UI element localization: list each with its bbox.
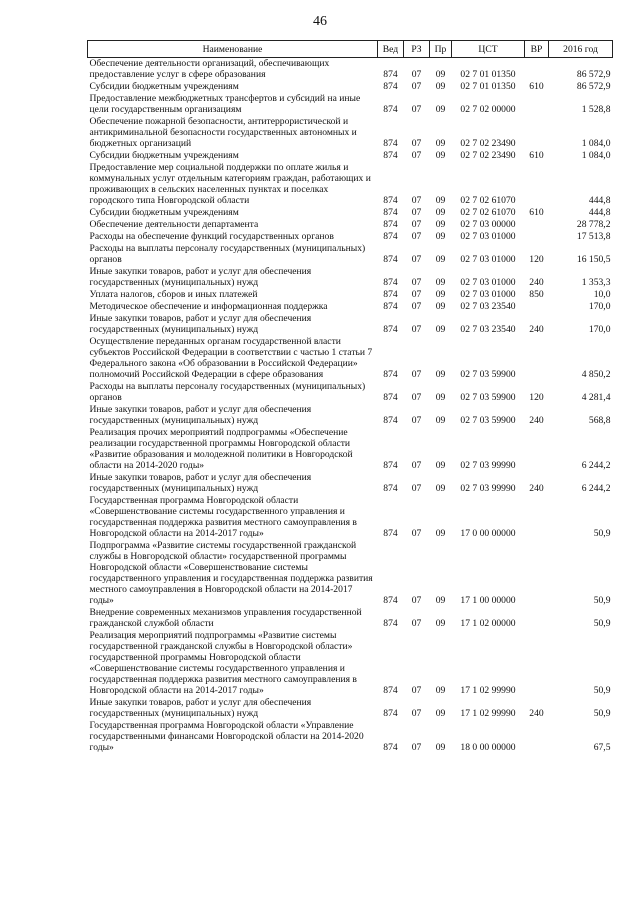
cell-sum: 1 528,8: [581, 104, 611, 115]
cell-pr: 09: [435, 415, 446, 426]
cell-name: Расходы на выплаты персоналу государственных (муниципальных) органов: [89, 243, 366, 265]
cell-ved: 874: [383, 685, 398, 696]
cell-pr: 09: [435, 195, 446, 206]
cell-ved: 874: [383, 392, 398, 403]
cell-vr: 610: [529, 81, 544, 92]
header-vr: ВР: [525, 41, 549, 58]
cell-vr: [525, 301, 549, 313]
cell-ved: 874: [383, 369, 398, 380]
cell-sum: 67,5: [593, 742, 611, 753]
cell-ved: 874: [383, 195, 398, 206]
cell-name: Подпрограмма «Развитие системы государственной гражданской службы в Новгородской области» государственной программы Новгородской области «Совершенствование системы государственного управления и государственная поддержка развития местного самоуправления в Новгородской области на 2014-2017 годы»: [89, 540, 373, 606]
cell-name: Субсидии бюджетным учреждениям: [89, 81, 239, 92]
cell-cst: 17 1 02 00000: [460, 618, 516, 629]
table-row: [88, 540, 613, 607]
cell-pr: 09: [435, 207, 446, 218]
cell-pr: 09: [435, 69, 446, 80]
cell-vr: 240: [529, 324, 544, 335]
cell-ved: 874: [383, 289, 398, 300]
cell-rz: 07: [411, 289, 422, 300]
cell-name: Иные закупки товаров, работ и услуг для обеспечения государственных (муниципальных) нужд: [89, 266, 312, 288]
cell-sum: 50,9: [593, 595, 611, 606]
cell-cst: 02 7 03 23540: [460, 324, 516, 335]
cell-ved: 874: [383, 69, 398, 80]
cell-pr: 09: [435, 369, 446, 380]
cell-rz: 07: [411, 415, 422, 426]
cell-pr: 09: [435, 104, 446, 115]
cell-cst: 02 7 01 01350: [460, 69, 516, 80]
cell-cst: 02 7 01 01350: [460, 81, 516, 92]
cell-sum: 86 572,9: [576, 81, 611, 92]
cell-vr: 610: [529, 207, 544, 218]
table-row: [88, 404, 613, 427]
cell-pr: 09: [435, 685, 446, 696]
cell-rz: 07: [411, 685, 422, 696]
cell-pr: 09: [435, 392, 446, 403]
cell-cst: 02 7 03 01000: [460, 254, 516, 265]
table-row: [88, 231, 613, 243]
cell-rz: 07: [411, 369, 422, 380]
cell-sum: 1 353,3: [581, 277, 611, 288]
cell-ved: 874: [383, 742, 398, 753]
cell-pr: 09: [435, 483, 446, 494]
cell-rz: 07: [411, 460, 422, 471]
cell-pr: 09: [435, 708, 446, 719]
cell-sum: 16 150,5: [576, 254, 611, 265]
cell-name: Обеспечение деятельности департамента: [89, 219, 259, 230]
cell-sum: 86 572,9: [576, 69, 611, 80]
cell-ved: 874: [383, 219, 398, 230]
cell-vr: [525, 630, 549, 697]
cell-vr: [525, 540, 549, 607]
cell-ved: 874: [383, 277, 398, 288]
cell-name: Расходы на выплаты персоналу государственных (муниципальных) органов: [89, 381, 366, 403]
header-ved: Вед: [378, 41, 404, 58]
cell-rz: 07: [411, 301, 422, 312]
cell-cst: 17 0 00 00000: [460, 528, 516, 539]
cell-pr: 09: [435, 460, 446, 471]
table-row: [88, 313, 613, 336]
cell-name: Обеспечение деятельности организаций, обеспечивающих предоставление услуг в сфере образования: [89, 58, 330, 80]
cell-pr: 09: [435, 254, 446, 265]
cell-rz: 07: [411, 69, 422, 80]
cell-ved: 874: [383, 595, 398, 606]
cell-name: Осуществление переданных органам государственной власти субъектов Российской Федерации в соответствии с частью 1 статьи 7 Федерального закона «Об образовании в Российской Федерации» полномочий Российской Федерации в сфере образования: [89, 336, 373, 380]
cell-cst: 02 7 03 99990: [460, 483, 516, 494]
table-row: [88, 93, 613, 116]
table-row: [88, 207, 613, 219]
cell-cst: 02 7 02 61070: [460, 207, 516, 218]
cell-vr: [525, 720, 549, 754]
table-row: [88, 301, 613, 313]
cell-cst: 02 7 03 59900: [460, 415, 516, 426]
cell-name: Реализация прочих мероприятий подпрограммы «Обеспечение реализации государственной программы Новгородской области «Развитие образования и молодежной политики в Новгородской области на 2014-2020 годы»: [89, 427, 353, 471]
cell-ved: 874: [383, 708, 398, 719]
cell-vr: [525, 162, 549, 207]
cell-vr: 850: [529, 289, 544, 300]
cell-rz: 07: [411, 595, 422, 606]
cell-name: Иные закупки товаров, работ и услуг для обеспечения государственных (муниципальных) нужд: [89, 472, 312, 494]
cell-rz: 07: [411, 254, 422, 265]
cell-name: Уплата налогов, сборов и иных платежей: [89, 289, 258, 300]
table-row: [88, 720, 613, 754]
cell-cst: 02 7 03 01000: [460, 289, 516, 300]
cell-pr: 09: [435, 528, 446, 539]
cell-ved: 874: [383, 138, 398, 149]
header-rz: РЗ: [404, 41, 430, 58]
page-number: 46: [313, 14, 327, 29]
cell-sum: 444,8: [588, 207, 611, 218]
cell-name: Расходы на обеспечение функций государственных органов: [89, 231, 334, 242]
cell-pr: 09: [435, 301, 446, 312]
cell-rz: 07: [411, 104, 422, 115]
cell-sum: 6 244,2: [581, 483, 611, 494]
cell-vr: 240: [529, 483, 544, 494]
cell-vr: [525, 495, 549, 540]
cell-vr: 610: [529, 150, 544, 161]
cell-ved: 874: [383, 207, 398, 218]
cell-rz: 07: [411, 195, 422, 206]
table-row: [88, 243, 613, 266]
cell-ved: 874: [383, 460, 398, 471]
table-row: [88, 697, 613, 720]
cell-cst: 02 7 03 01000: [460, 277, 516, 288]
cell-ved: 874: [383, 104, 398, 115]
cell-pr: 09: [435, 219, 446, 230]
cell-cst: 02 7 02 61070: [460, 195, 516, 206]
cell-name: Предоставление межбюджетных трансфертов и субсидий на иные цели государственным организациям: [89, 93, 361, 115]
cell-pr: 09: [435, 231, 446, 242]
cell-cst: 18 0 00 00000: [460, 742, 516, 753]
cell-name: Методическое обеспечение и информационная поддержка: [89, 301, 328, 312]
cell-sum: 6 244,2: [581, 460, 611, 471]
cell-pr: 09: [435, 277, 446, 288]
cell-sum: 10,0: [593, 289, 611, 300]
table-row: [88, 607, 613, 630]
cell-vr: [525, 336, 549, 381]
cell-cst: 17 1 00 00000: [460, 595, 516, 606]
cell-name: Государственная программа Новгородской области «Управление государственными финансами Новгородской области на 2014-2020 годы»: [89, 720, 364, 753]
table-row: [88, 381, 613, 404]
cell-sum: 50,9: [593, 528, 611, 539]
cell-rz: 07: [411, 277, 422, 288]
cell-name: Обеспечение пожарной безопасности, антитеррористической и антикриминальной безопасности государственных автономных и бюджетных организаций: [89, 116, 357, 149]
cell-ved: 874: [383, 618, 398, 629]
cell-vr: [525, 427, 549, 472]
table-row: [88, 116, 613, 150]
cell-name: Внедрение современных механизмов управления государственной гражданской службой области: [89, 607, 362, 629]
cell-pr: 09: [435, 595, 446, 606]
table-row: [88, 495, 613, 540]
header-name: Наименование: [88, 41, 378, 58]
cell-cst: 02 7 02 00000: [460, 104, 516, 115]
cell-sum: 1 084,0: [581, 138, 611, 149]
table-row: [88, 219, 613, 231]
cell-sum: 4 850,2: [581, 369, 611, 380]
cell-name: Предоставление мер социальной поддержки по оплате жилья и коммунальных услуг отдельным категориям граждан, работающих и проживающих в сельских населенных пунктах и поселках городского типа Новгородской области: [89, 162, 371, 206]
table-row: [88, 266, 613, 289]
cell-sum: 28 778,2: [576, 219, 611, 230]
cell-pr: 09: [435, 81, 446, 92]
cell-pr: 09: [435, 289, 446, 300]
header-cst: ЦСТ: [452, 41, 525, 58]
cell-name: Субсидии бюджетным учреждениям: [89, 150, 239, 161]
header-pr: Пр: [430, 41, 452, 58]
cell-sum: 50,9: [593, 708, 611, 719]
table-row: [88, 289, 613, 301]
cell-pr: 09: [435, 138, 446, 149]
cell-ved: 874: [383, 324, 398, 335]
cell-rz: 07: [411, 708, 422, 719]
cell-sum: 170,0: [588, 324, 611, 335]
cell-vr: [525, 58, 549, 82]
cell-cst: 02 7 03 59900: [460, 369, 516, 380]
cell-rz: 07: [411, 81, 422, 92]
table-row: [88, 630, 613, 697]
cell-name: Реализация мероприятий подпрограммы «Развитие системы государственной гражданской службы в Новгородской области» государственной программы Новгородской области «Совершенствование системы государственного управления и государственная поддержка развития местного самоуправления в Новгородской области на 2014-2017 годы»: [89, 630, 357, 696]
cell-cst: 17 1 02 99990: [460, 685, 516, 696]
cell-vr: [525, 93, 549, 116]
cell-sum: 50,9: [593, 618, 611, 629]
cell-rz: 07: [411, 324, 422, 335]
cell-rz: 07: [411, 392, 422, 403]
cell-sum: 4 281,4: [581, 392, 611, 403]
cell-cst: 02 7 03 99990: [460, 460, 516, 471]
cell-cst: 02 7 03 23540: [460, 301, 516, 312]
cell-cst: 02 7 03 01000: [460, 231, 516, 242]
cell-sum: 50,9: [593, 685, 611, 696]
table-row: [88, 427, 613, 472]
table-row: [88, 150, 613, 162]
cell-rz: 07: [411, 231, 422, 242]
cell-ved: 874: [383, 231, 398, 242]
cell-cst: 02 7 02 23490: [460, 138, 516, 149]
cell-vr: 120: [529, 254, 544, 265]
cell-rz: 07: [411, 219, 422, 230]
cell-ved: 874: [383, 254, 398, 265]
cell-ved: 874: [383, 150, 398, 161]
table-header-row: [88, 41, 613, 58]
cell-name: Иные закупки товаров, работ и услуг для обеспечения государственных (муниципальных) нужд: [89, 313, 312, 335]
cell-name: Государственная программа Новгородской области «Совершенствование системы государственного управления и государственная поддержка развития местного самоуправления в Новгородской области на 2014-2017 годы»: [89, 495, 357, 539]
cell-cst: 17 1 02 99990: [460, 708, 516, 719]
cell-vr: 240: [529, 277, 544, 288]
cell-name: Иные закупки товаров, работ и услуг для обеспечения государственных (муниципальных) нужд: [89, 697, 312, 719]
budget-table: [87, 40, 613, 754]
cell-pr: 09: [435, 742, 446, 753]
header-year: 2016 год: [549, 41, 613, 58]
cell-vr: 120: [529, 392, 544, 403]
cell-name: Иные закупки товаров, работ и услуг для обеспечения государственных (муниципальных) нужд: [89, 404, 312, 426]
cell-vr: [525, 607, 549, 630]
cell-name: Субсидии бюджетным учреждениям: [89, 207, 239, 218]
cell-ved: 874: [383, 81, 398, 92]
cell-ved: 874: [383, 301, 398, 312]
cell-vr: [525, 116, 549, 150]
cell-vr: [525, 219, 549, 231]
cell-rz: 07: [411, 742, 422, 753]
cell-ved: 874: [383, 415, 398, 426]
cell-ved: 874: [383, 528, 398, 539]
cell-rz: 07: [411, 207, 422, 218]
cell-sum: 568,8: [588, 415, 611, 426]
cell-pr: 09: [435, 618, 446, 629]
cell-rz: 07: [411, 150, 422, 161]
cell-cst: 02 7 02 23490: [460, 150, 516, 161]
cell-rz: 07: [411, 138, 422, 149]
cell-pr: 09: [435, 324, 446, 335]
table-row: [88, 336, 613, 381]
cell-sum: 170,0: [588, 301, 611, 312]
cell-cst: 02 7 03 00000: [460, 219, 516, 230]
cell-sum: 17 513,8: [576, 231, 611, 242]
cell-vr: [525, 231, 549, 243]
cell-sum: 1 084,0: [581, 150, 611, 161]
cell-pr: 09: [435, 150, 446, 161]
table-row: [88, 162, 613, 207]
cell-rz: 07: [411, 528, 422, 539]
cell-ved: 874: [383, 483, 398, 494]
cell-vr: 240: [529, 708, 544, 719]
cell-cst: 02 7 03 59900: [460, 392, 516, 403]
cell-rz: 07: [411, 483, 422, 494]
cell-sum: 444,8: [588, 195, 611, 206]
table-row: [88, 58, 613, 82]
table-row: [88, 81, 613, 93]
table-row: [88, 472, 613, 495]
cell-vr: 240: [529, 415, 544, 426]
cell-rz: 07: [411, 618, 422, 629]
